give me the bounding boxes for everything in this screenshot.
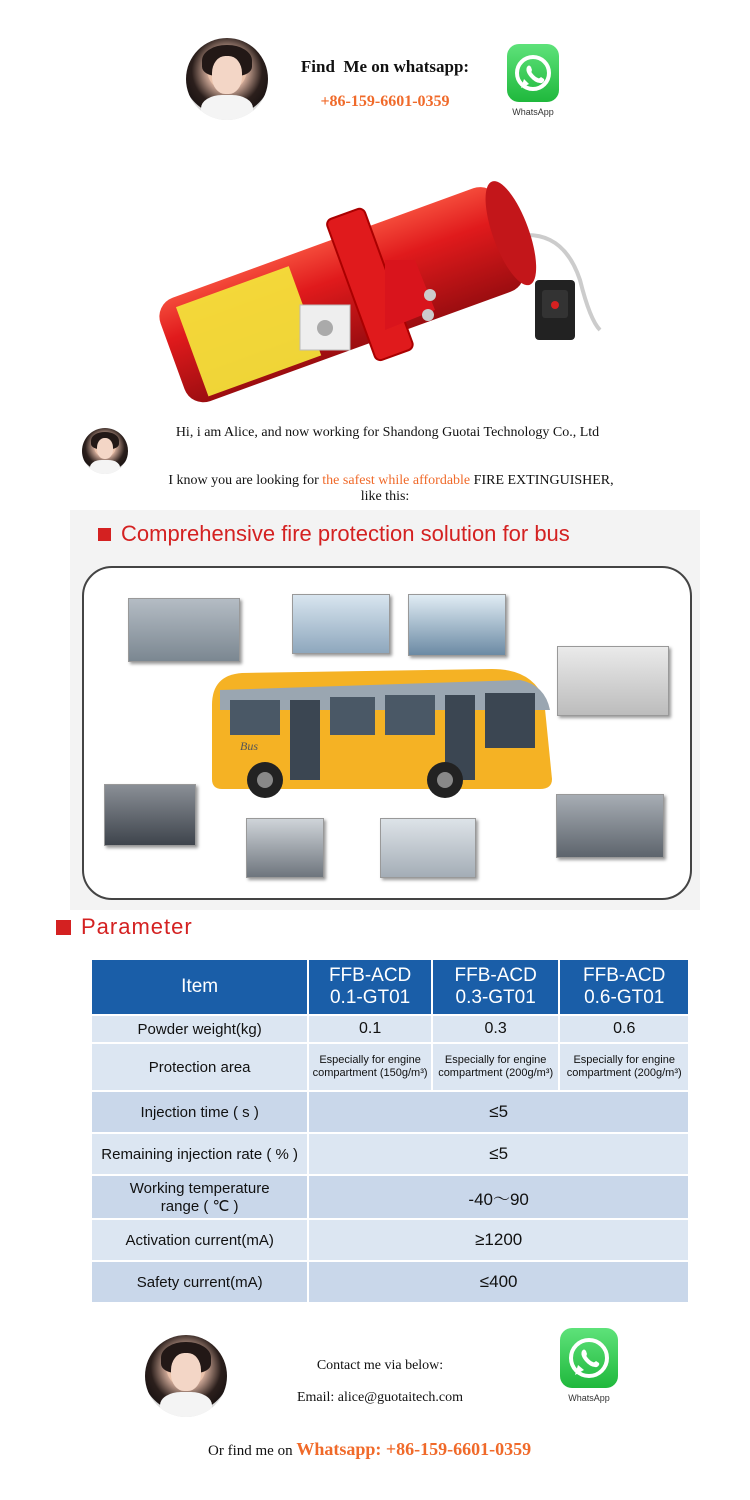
red-square-icon bbox=[98, 528, 111, 541]
avatar-small bbox=[82, 428, 128, 474]
row-label: Powder weight(kg) bbox=[91, 1015, 308, 1043]
photo-extinguisher bbox=[557, 646, 669, 716]
whatsapp-label: WhatsApp bbox=[568, 1393, 610, 1403]
intro-line2-pre: I know you are looking for bbox=[168, 473, 323, 488]
contact-text: Contact me via below: bbox=[316, 1358, 444, 1373]
bus-logo-text: Bus bbox=[240, 739, 258, 753]
cell-value: -40～90 bbox=[308, 1175, 689, 1219]
cell-value: 0.3 bbox=[432, 1015, 560, 1043]
table-row bbox=[91, 1261, 689, 1303]
intro-line2 bbox=[125, 457, 650, 489]
header-item: Item bbox=[91, 959, 308, 1015]
photo-nozzles bbox=[128, 598, 240, 662]
table-row bbox=[91, 1015, 689, 1043]
photo-rear bbox=[246, 818, 324, 878]
red-square-icon bbox=[56, 920, 71, 935]
table-row bbox=[91, 1133, 689, 1175]
section-title-solution bbox=[98, 521, 570, 547]
fire-extinguisher-image bbox=[140, 140, 660, 410]
cell-value: Especially for engine compartment (200g/m³) bbox=[432, 1043, 560, 1091]
row-label: Safety current(mA) bbox=[91, 1261, 308, 1303]
section-title-text: Comprehensive fire protection solution for bus bbox=[121, 521, 570, 546]
cell-value: ≤400 bbox=[308, 1261, 689, 1303]
cell-value: ≥1200 bbox=[308, 1219, 689, 1261]
row-label: Activation current(mA) bbox=[91, 1219, 308, 1261]
bus-image bbox=[200, 665, 560, 805]
photo-compartment bbox=[556, 794, 664, 858]
table-row bbox=[91, 1091, 689, 1133]
header-model: FFB-ACD 0.3-GT01 bbox=[432, 959, 560, 1015]
whatsapp-icon[interactable] bbox=[560, 1328, 618, 1388]
footer-whatsapp-line bbox=[200, 1421, 580, 1460]
header-model: FFB-ACD 0.1-GT01 bbox=[308, 959, 432, 1015]
whatsapp-number-link[interactable]: Whatsapp: +86-159-6601-0359 bbox=[296, 1439, 532, 1459]
row-label: Protection area bbox=[91, 1043, 308, 1091]
section-title-parameter bbox=[56, 914, 193, 940]
header-model: FFB-ACD 0.6-GT01 bbox=[559, 959, 689, 1015]
parameter-title-text: Parameter bbox=[81, 914, 193, 939]
table-row bbox=[91, 1219, 689, 1261]
or-find-text: Or find me on bbox=[208, 1443, 297, 1459]
table-row bbox=[91, 1175, 689, 1219]
email-text[interactable]: Email: alice@guotaitech.com bbox=[296, 1390, 464, 1405]
row-label: Remaining injection rate ( % ) bbox=[91, 1133, 308, 1175]
cell-value: 0.1 bbox=[308, 1015, 432, 1043]
cell-value: ≤5 bbox=[308, 1091, 689, 1133]
find-me-text: Find Me on whatsapp: bbox=[300, 57, 470, 76]
intro-line3: like this: bbox=[360, 489, 410, 504]
intro-line2-post: FIRE EXTINGUISHER, bbox=[470, 473, 614, 488]
whatsapp-icon[interactable] bbox=[507, 44, 559, 102]
phone-number[interactable]: +86-159-6601-0359 bbox=[320, 93, 450, 110]
cell-value: Especially for engine compartment (150g/m³) bbox=[308, 1043, 432, 1091]
cell-value: 0.6 bbox=[559, 1015, 689, 1043]
avatar bbox=[186, 38, 268, 120]
intro-line1: Hi, i am Alice, and now working for Shandong Guotai Technology Co., Ltd bbox=[175, 425, 600, 440]
parameter-table bbox=[90, 958, 690, 1304]
photo-interior-1 bbox=[292, 594, 390, 654]
table-row bbox=[91, 1043, 689, 1091]
photo-interior-2 bbox=[408, 594, 506, 656]
cell-value: Especially for engine compartment (200g/m³) bbox=[559, 1043, 689, 1091]
table-header-row bbox=[91, 959, 689, 1015]
whatsapp-label: WhatsApp bbox=[512, 107, 554, 117]
avatar-footer bbox=[145, 1335, 227, 1417]
row-label: Injection time ( s ) bbox=[91, 1091, 308, 1133]
photo-seats bbox=[380, 818, 476, 878]
cell-value: ≤5 bbox=[308, 1133, 689, 1175]
photo-engine bbox=[104, 784, 196, 846]
row-label: Working temperature range ( ℃ ) bbox=[91, 1175, 308, 1219]
intro-highlight: the safest while affordable bbox=[322, 473, 471, 488]
